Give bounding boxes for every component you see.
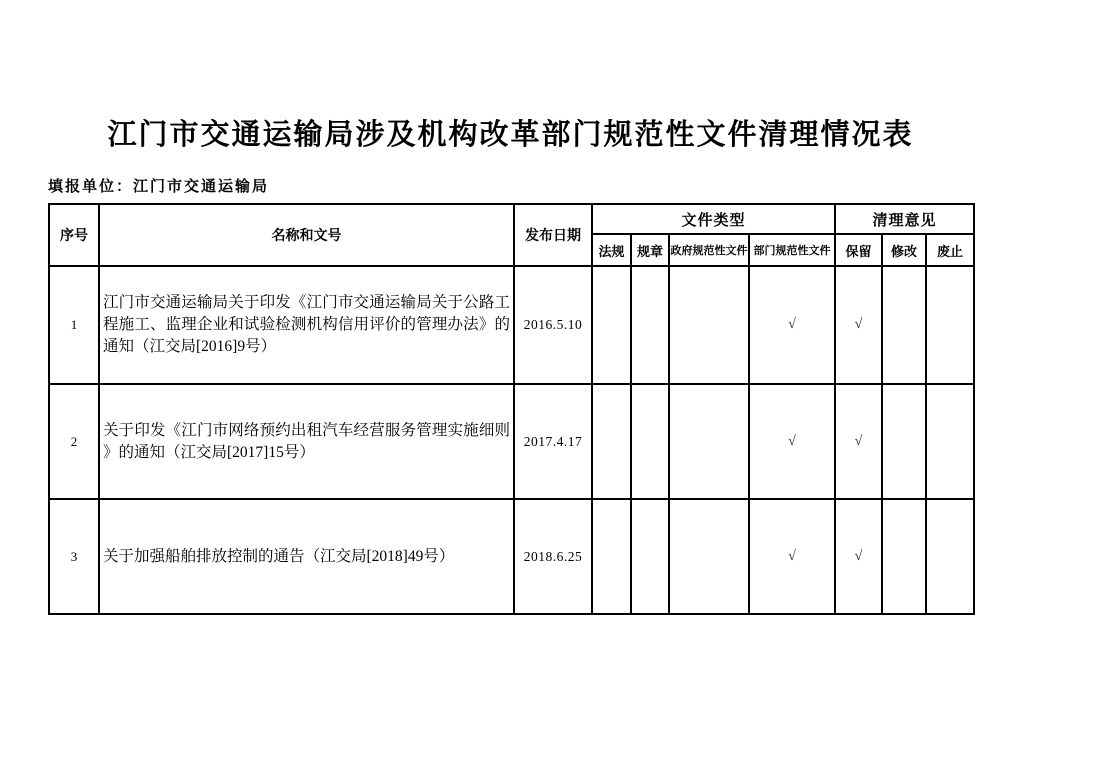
cell-mark-dept-normative: √ <box>749 499 835 614</box>
cell-mark-law <box>592 266 631 384</box>
cell-document-name: 关于印发《江门市网络预约出租汽车经营服务管理实施细则》的通知（江交局[2017]15号） <box>99 384 514 499</box>
col-header-gov-normative: 政府规范性文件 <box>669 234 749 266</box>
cell-mark-modify <box>882 384 926 499</box>
col-header-dept-normative: 部门规范性文件 <box>749 234 835 266</box>
cell-mark-keep: √ <box>835 499 882 614</box>
cell-mark-regulation <box>631 384 669 499</box>
table-row <box>49 384 974 499</box>
cell-mark-abolish <box>926 266 974 384</box>
cell-index: 1 <box>49 266 99 384</box>
cell-index: 3 <box>49 499 99 614</box>
cell-mark-abolish <box>926 499 974 614</box>
document-cleanup-table <box>48 203 975 615</box>
cell-publish-date: 2017.4.17 <box>514 384 592 499</box>
reporting-unit-label: 填报单位：江门市交通运输局 <box>48 179 270 195</box>
cell-mark-regulation <box>631 266 669 384</box>
col-header-regulation: 规章 <box>631 234 669 266</box>
col-group-cleanup-opinion: 清理意见 <box>835 204 974 234</box>
cell-mark-gov-normative <box>669 384 749 499</box>
table-row <box>49 266 974 384</box>
cell-mark-law <box>592 384 631 499</box>
col-header-index: 序号 <box>49 204 99 266</box>
table-row <box>49 499 974 614</box>
cell-mark-abolish <box>926 384 974 499</box>
col-header-law: 法规 <box>592 234 631 266</box>
col-header-abolish: 废止 <box>926 234 974 266</box>
cell-publish-date: 2016.5.10 <box>514 266 592 384</box>
col-header-modify: 修改 <box>882 234 926 266</box>
cell-mark-keep: √ <box>835 384 882 499</box>
col-group-file-type: 文件类型 <box>592 204 835 234</box>
cell-mark-keep: √ <box>835 266 882 384</box>
cell-mark-gov-normative <box>669 499 749 614</box>
cell-mark-modify <box>882 266 926 384</box>
cell-index: 2 <box>49 384 99 499</box>
page-title: 江门市交通运输局涉及机构改革部门规范性文件清理情况表 <box>107 119 914 151</box>
header-row-groups <box>49 204 974 234</box>
col-header-keep: 保留 <box>835 234 882 266</box>
cell-mark-modify <box>882 499 926 614</box>
cell-mark-dept-normative: √ <box>749 384 835 499</box>
cell-mark-dept-normative: √ <box>749 266 835 384</box>
cell-document-name: 关于加强船舶排放控制的通告（江交局[2018]49号） <box>99 499 514 614</box>
cell-document-name: 江门市交通运输局关于印发《江门市交通运输局关于公路工程施工、监理企业和试验检测机构信用评价的管理办法》的通知（江交局[2016]9号） <box>99 266 514 384</box>
col-header-date: 发布日期 <box>514 204 592 266</box>
cell-mark-gov-normative <box>669 266 749 384</box>
cell-publish-date: 2018.6.25 <box>514 499 592 614</box>
cell-mark-regulation <box>631 499 669 614</box>
col-header-name: 名称和文号 <box>99 204 514 266</box>
cell-mark-law <box>592 499 631 614</box>
